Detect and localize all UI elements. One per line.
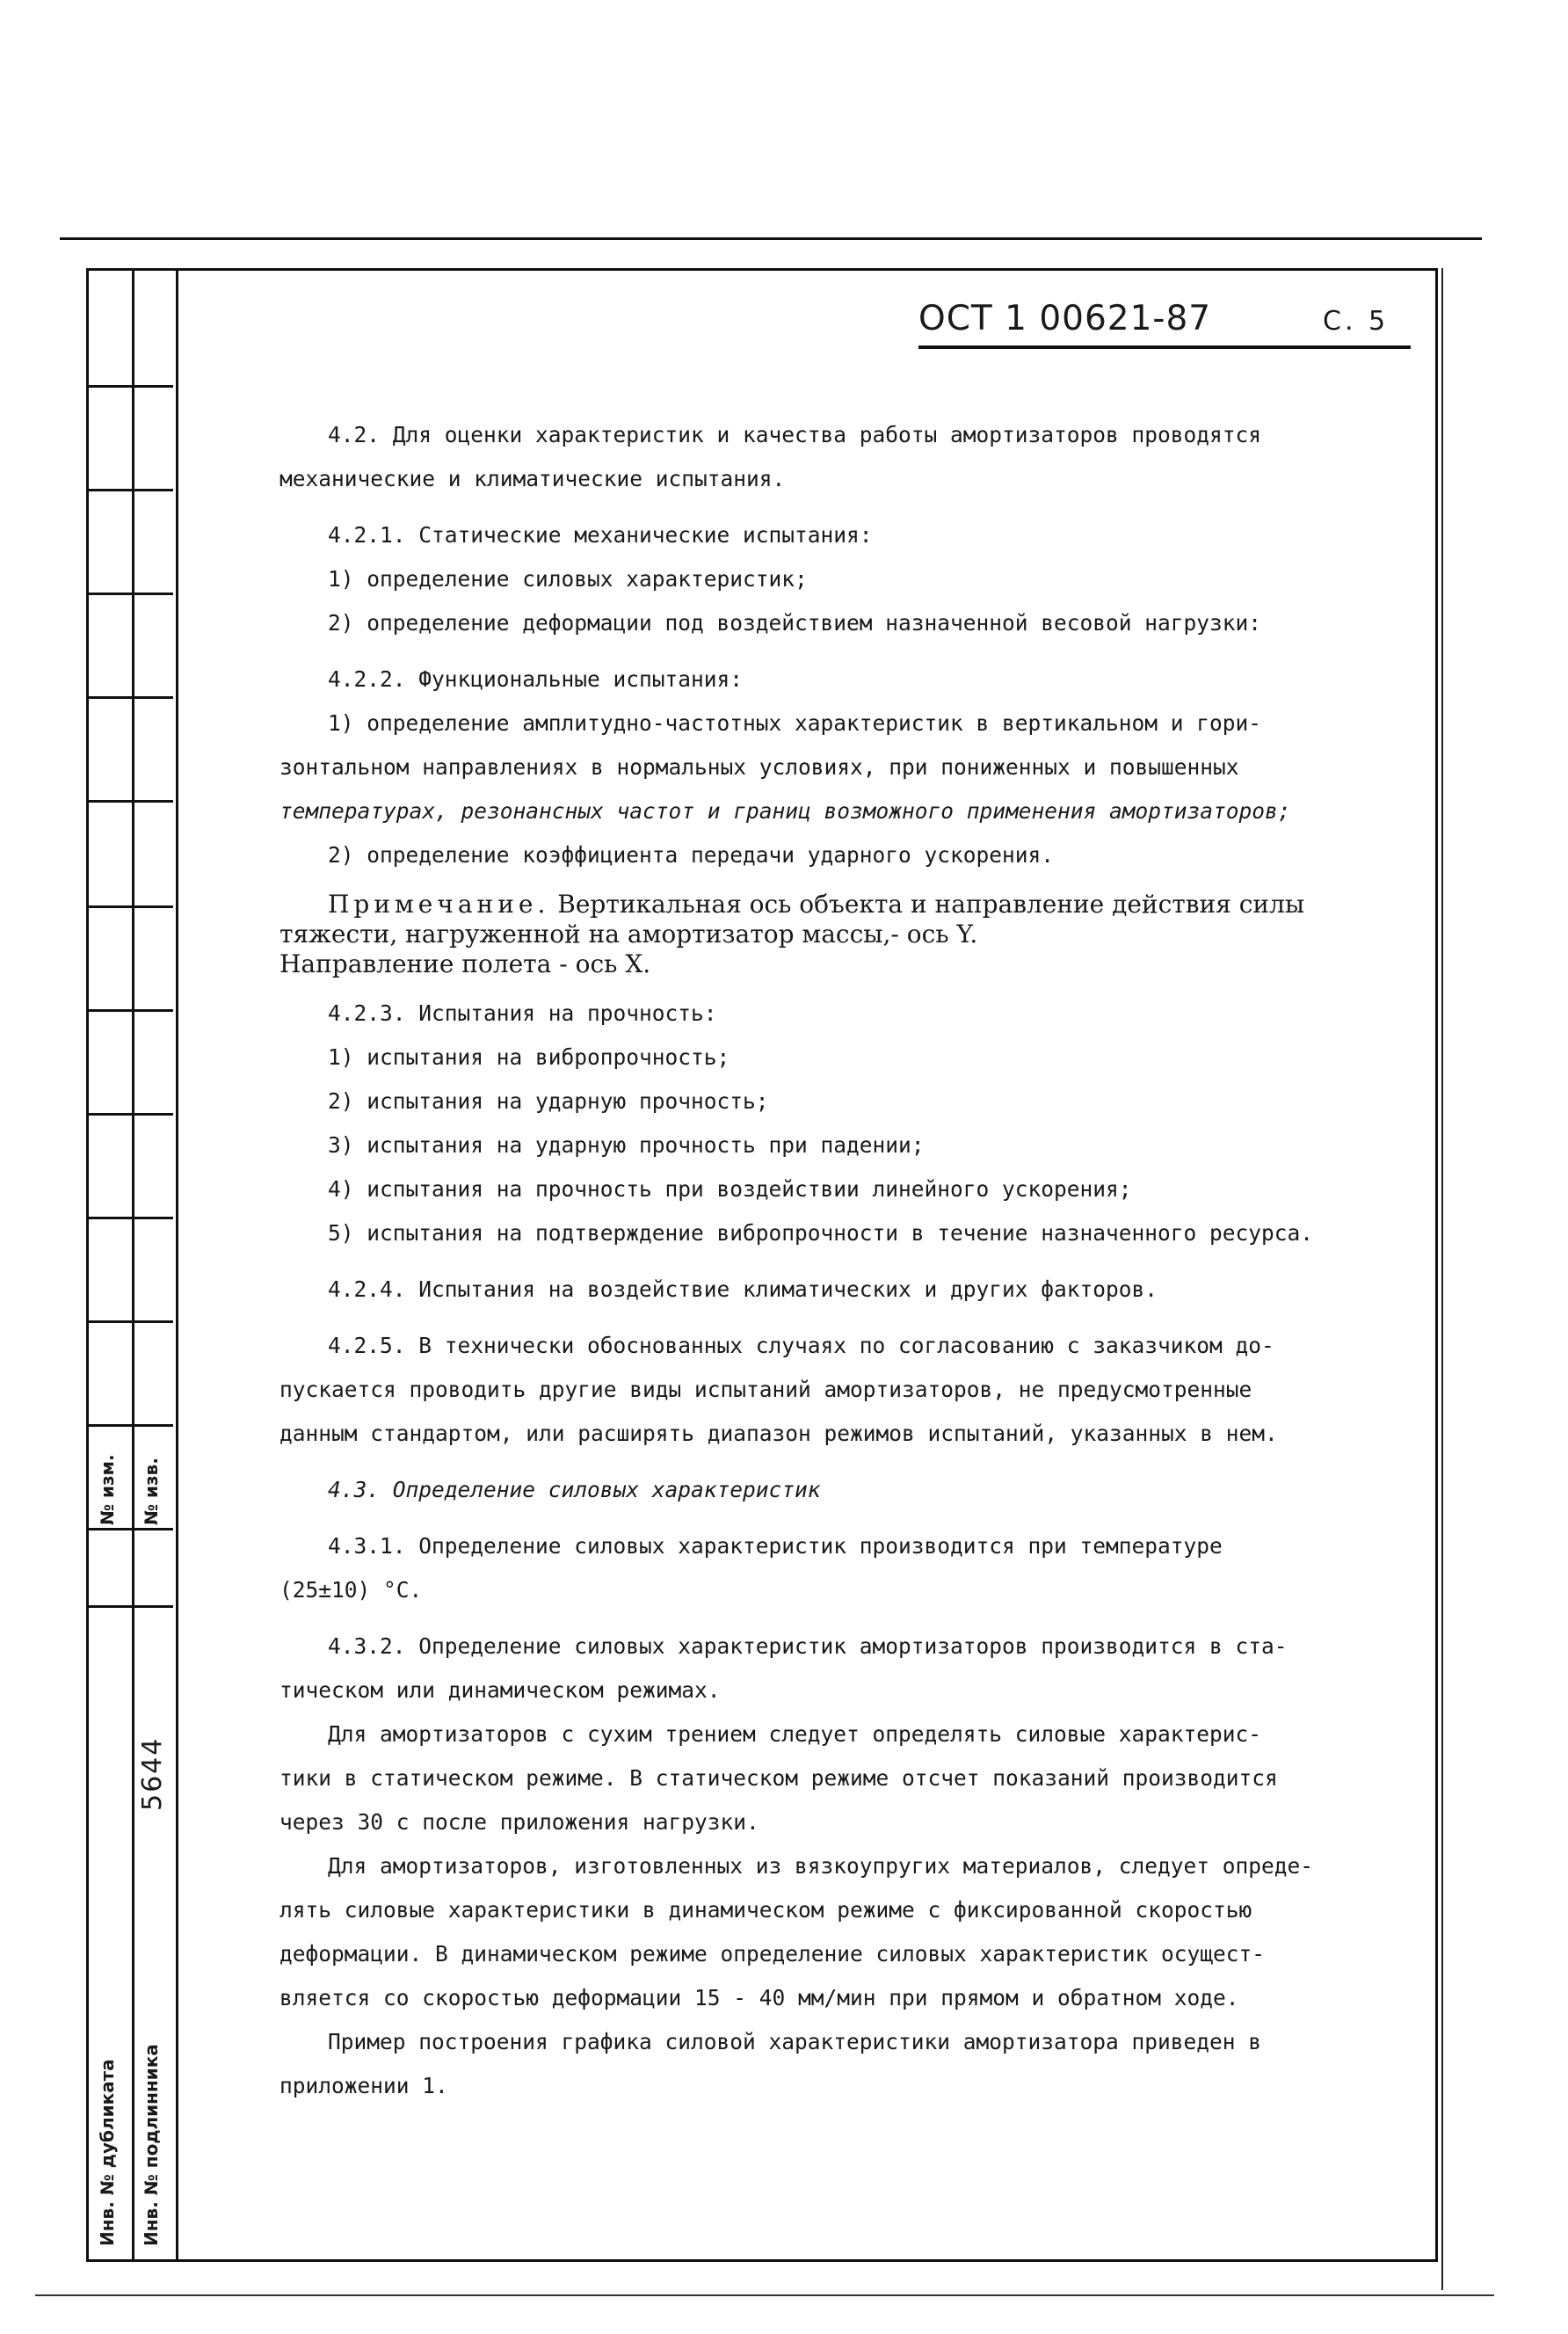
- frame-right-rule: [1441, 268, 1443, 2290]
- text-line: лять силовые характеристики в динамическом режиме с фиксированной скоростью: [279, 1897, 1252, 1923]
- original-inventory-label: Инв. № подлинника: [141, 2044, 162, 2246]
- text-line: 2) определение коэффициента передачи ударного ускорения.: [328, 842, 1055, 868]
- text-line: (25±10) °С.: [279, 1577, 423, 1603]
- notice-number-label: № изв.: [141, 1458, 162, 1525]
- stamp-divider: [86, 696, 173, 699]
- stamp-divider: [86, 1528, 173, 1531]
- document-body: [279, 413, 1387, 2108]
- note-line: Направление полета - ось X.: [279, 949, 651, 978]
- text-line: 1) определение амплитудно-частотных характеристик в вертикальном и гори-: [328, 710, 1262, 736]
- stamp-divider: [86, 385, 173, 388]
- text-line: 4.3.2. Определение силовых характеристик амортизаторов производится в ста-: [328, 1633, 1288, 1659]
- text-line: 4.2.2. Функциональные испытания:: [328, 666, 744, 692]
- text-line: 2) определение деформации под воздействием назначенной весовой нагрузки:: [328, 610, 1262, 636]
- stamp-divider: [86, 1217, 173, 1219]
- text-line: температурах, резонансных частот и границ возможного применения амортизаторов;: [279, 798, 1291, 824]
- text-line: 4.2.4. Испытания на воздействие климатических и других факторов.: [328, 1276, 1158, 1302]
- stamp-divider: [86, 1113, 173, 1116]
- text-line: тики в статическом режиме. В статическом режиме отсчет показаний производится: [279, 1765, 1278, 1791]
- text-line: деформации. В динамическом режиме определение силовых характеристик осущест-: [279, 1941, 1266, 1967]
- text-line: 2) испытания на ударную прочность;: [328, 1088, 769, 1114]
- top-rule: [60, 237, 1482, 240]
- text-line: приложении 1.: [279, 2073, 448, 2098]
- text-line: 1) испытания на вибропрочность;: [328, 1044, 730, 1070]
- text-line: 4) испытания на прочность при воздействии линейного ускорения;: [328, 1176, 1132, 1202]
- text-line: данным стандартом, или расширять диапазон режимов испытаний, указанных в нем.: [279, 1421, 1278, 1446]
- text-line: 4.2.5. В технически обоснованных случаях по согласованию с заказчиком до-: [328, 1333, 1274, 1358]
- text-line: механические и климатические испытания.: [279, 466, 786, 491]
- text-line: пускается проводить другие виды испытаний амортизаторов, не предусмотренные: [279, 1377, 1252, 1402]
- text-line: 1) определение силовых характеристик;: [328, 566, 808, 592]
- text-line: Для амортизаторов, изготовленных из вязкоупругих материалов, следует опреде-: [328, 1853, 1314, 1879]
- duplicate-inventory-label: Инв. № дубликата: [97, 2059, 118, 2246]
- change-number-label: № изм.: [97, 1454, 118, 1525]
- text-line: Для амортизаторов с сухим трением следует определять силовые характерис-: [328, 1721, 1262, 1747]
- stamp-divider: [86, 1424, 173, 1427]
- stamp-divider: [86, 1320, 173, 1323]
- text-line: 3) испытания на ударную прочность при падении;: [328, 1132, 925, 1158]
- stamp-divider: [86, 593, 173, 595]
- stamp-column-right: [132, 268, 178, 2259]
- header-underline: [918, 345, 1411, 349]
- page-number: С. 5: [1323, 306, 1390, 337]
- text-line: 4.2.1. Статические механические испытания:: [328, 522, 873, 548]
- document-code: ОСТ 1 00621-87: [918, 299, 1212, 338]
- text-line: тическом или динамическом режимах.: [279, 1677, 721, 1703]
- text-line: через 30 с после приложения нагрузки.: [279, 1809, 759, 1835]
- text-line: вляется со скоростью деформации 15 - 40 мм/мин при прямом и обратном ходе.: [279, 1985, 1239, 2010]
- note-line: [279, 890, 1387, 920]
- stamp-column-left: [86, 268, 134, 2259]
- note-heading: Примечание.: [328, 890, 550, 919]
- text-line: Пример построения графика силовой характеристики амортизатора приведен в: [328, 2029, 1262, 2054]
- text-line: зонтальном направлениях в нормальных условиях, при пониженных и повышенных: [279, 754, 1239, 780]
- text-line: 4.3.1. Определение силовых характеристик производится при температуре: [328, 1533, 1223, 1559]
- section-heading: 4.3. Определение силовых характеристик: [328, 1477, 821, 1502]
- stamp-divider: [86, 800, 173, 803]
- text-line: 4.2. Для оценки характеристик и качества работы амортизаторов проводятся: [328, 422, 1262, 447]
- text-line: 4.2.3. Испытания на прочность:: [328, 1000, 717, 1026]
- stamp-divider: [86, 905, 173, 908]
- note-line: тяжести, нагруженной на амортизатор массы,- ось Y.: [279, 920, 978, 949]
- bottom-rule: [35, 2294, 1494, 2296]
- note-text: Вертикальная ось объекта и направление действия силы: [549, 890, 1305, 919]
- stamp-divider: [86, 1605, 173, 1608]
- text-line: 5) испытания на подтверждение вибропрочности в течение назначенного ресурса.: [328, 1220, 1314, 1246]
- stamp-divider: [86, 489, 173, 491]
- original-inventory-value: 5644: [137, 1736, 168, 1811]
- stamp-divider: [86, 1009, 173, 1012]
